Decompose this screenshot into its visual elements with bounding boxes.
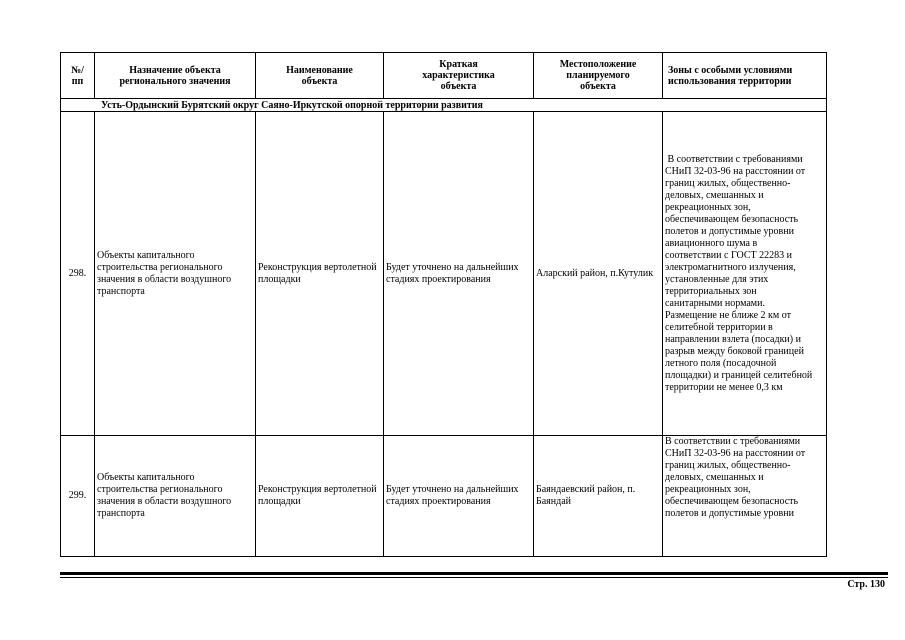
row-purpose: Объекты капитального строительства регионального значения в области воздушного транспорта	[95, 436, 256, 557]
header-number: №/ пп	[61, 53, 95, 99]
header-name: Наименование объекта	[256, 53, 384, 99]
header-characteristic: Краткая характеристика объекта	[384, 53, 534, 99]
footer-rule-thin	[60, 577, 888, 578]
table-header-row	[61, 53, 827, 99]
row-number: 299.	[61, 436, 95, 557]
table-row	[61, 112, 827, 436]
regional-objects-table	[60, 52, 827, 557]
row-zones-text-container	[665, 436, 815, 556]
page-number: Стр. 130	[847, 579, 885, 590]
table-row	[61, 436, 827, 557]
header-purpose: Назначение объекта регионального значения	[95, 53, 256, 99]
row-zones	[663, 436, 827, 557]
row-characteristic: Будет уточнено на дальнейших стадиях проектирования	[384, 436, 534, 557]
row-characteristic: Будет уточнено на дальнейших стадиях проектирования	[384, 112, 534, 436]
row-location: Баяндаевский район, п. Баяндай	[534, 436, 663, 557]
region-title-row	[61, 99, 827, 112]
row-zones-text: В соответствии с требованиями СНиП 32-03-96 на расстоянии от границ жилых, общественно-деловых, смешанных и рекреационных зон, обеспечивающем безопасность полетов и допустимые уровни	[665, 436, 806, 519]
header-location: Местоположение планируемого объекта	[534, 53, 663, 99]
row-zones-text: В соответствии с требованиями СНиП 32-03-96 на расстоянии от границ жилых, общественно-деловых, смешанных и рекреационных зон, обеспечивающем безопасность полетов и допустимые уровни авиационного шума в соответствии с ГОСТ 22283 и электромагнитного излучения, установленные для этих территориальных зон санитарными нормами. Размещение не ближе 2 км от селитебной территории в направлении взлета (посадки) и разрыв между боковой границей летного поля (посадочной площадки) и границей селитебной территории не менее 0,3 км	[665, 153, 815, 393]
footer-rule-thick	[60, 572, 888, 575]
header-zones: Зоны с особыми условиями использования территории	[663, 53, 827, 99]
row-purpose: Объекты капитального строительства регионального значения в области воздушного транспорта	[95, 112, 256, 436]
region-title: Усть-Ордынский Бурятский округ Саяно-Иркутской опорной территории развития	[61, 99, 827, 112]
row-object-name: Реконструкция вертолетной площадки	[256, 436, 384, 557]
row-object-name: Реконструкция вертолетной площадки	[256, 112, 384, 436]
row-location: Аларский район, п.Кутулик	[534, 112, 663, 436]
row-zones	[663, 112, 827, 436]
row-number: 298.	[61, 112, 95, 436]
